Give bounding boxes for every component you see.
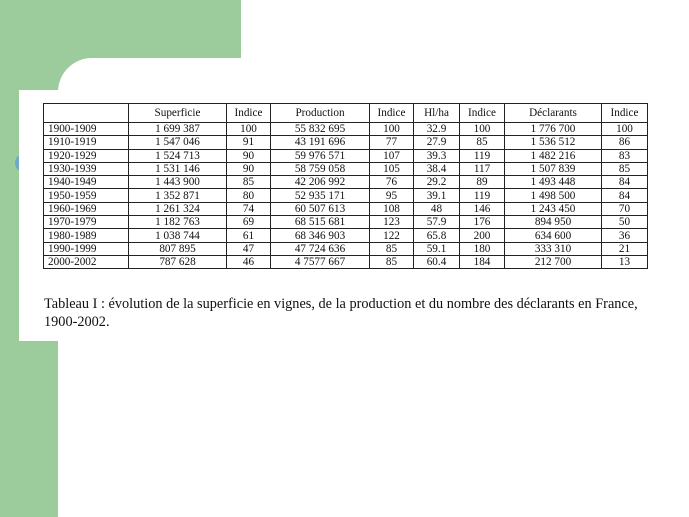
- table-cell: 1900-1909: [44, 123, 129, 136]
- table-caption: Tableau I : évolution de la superficie en vignes, de la production et du nombre des déclarants en France, 1900-2002.: [44, 296, 638, 330]
- table-row: [44, 242, 648, 255]
- table-cell: 1920-1929: [44, 149, 129, 162]
- table-cell: 1910-1919: [44, 136, 129, 149]
- table-row: [44, 149, 648, 162]
- table-cell: 1 493 448: [505, 176, 602, 189]
- table-cell: 1 536 512: [505, 136, 602, 149]
- table-cell: 634 600: [505, 229, 602, 242]
- table-cell: 4 7577 667: [271, 255, 370, 268]
- header-period: [44, 104, 129, 123]
- table-cell: 1940-1949: [44, 176, 129, 189]
- table-cell: 59 976 571: [271, 149, 370, 162]
- table-row: [44, 162, 648, 175]
- table-cell: 787 628: [129, 255, 227, 268]
- table-cell: 807 895: [129, 242, 227, 255]
- table-row: [44, 229, 648, 242]
- table-cell: 100: [460, 123, 505, 136]
- table-cell: 39.3: [414, 149, 460, 162]
- table-cell: 46: [227, 255, 271, 268]
- table-cell: 184: [460, 255, 505, 268]
- table-cell: 68 515 681: [271, 216, 370, 229]
- table-cell: 2000-2002: [44, 255, 129, 268]
- table-cell: 1 547 046: [129, 136, 227, 149]
- table-cell: 76: [370, 176, 414, 189]
- table-cell: 1 776 700: [505, 123, 602, 136]
- table-cell: 39.1: [414, 189, 460, 202]
- table-cell: 27.9: [414, 136, 460, 149]
- header-indice: Indice: [460, 104, 505, 123]
- table-row: [44, 216, 648, 229]
- table-cell: 107: [370, 149, 414, 162]
- table-cell: 85: [227, 176, 271, 189]
- table-row: [44, 255, 648, 268]
- table-cell: 1 498 500: [505, 189, 602, 202]
- table-cell: 69: [227, 216, 271, 229]
- table-cell: 60.4: [414, 255, 460, 268]
- table-cell: 1960-1969: [44, 202, 129, 215]
- table-cell: 21: [602, 242, 648, 255]
- table-cell: 50: [602, 216, 648, 229]
- table-cell: 1 182 763: [129, 216, 227, 229]
- table-cell: 333 310: [505, 242, 602, 255]
- table-cell: 90: [227, 162, 271, 175]
- table-cell: 176: [460, 216, 505, 229]
- table-cell: 52 935 171: [271, 189, 370, 202]
- table-cell: 1990-1999: [44, 242, 129, 255]
- table-cell: 65.8: [414, 229, 460, 242]
- table-cell: 85: [460, 136, 505, 149]
- header-indice: Indice: [602, 104, 648, 123]
- table-cell: 42 206 992: [271, 176, 370, 189]
- table-cell: 100: [602, 123, 648, 136]
- table-cell: 74: [227, 202, 271, 215]
- table-cell: 85: [602, 162, 648, 175]
- table-cell: 84: [602, 189, 648, 202]
- table-cell: 61: [227, 229, 271, 242]
- table-cell: 894 950: [505, 216, 602, 229]
- table-cell: 100: [370, 123, 414, 136]
- table-cell: 47: [227, 242, 271, 255]
- table-cell: 13: [602, 255, 648, 268]
- table-cell: 43 191 696: [271, 136, 370, 149]
- table-cell: 86: [602, 136, 648, 149]
- table-cell: 38.4: [414, 162, 460, 175]
- table-cell: 146: [460, 202, 505, 215]
- table-cell: 119: [460, 189, 505, 202]
- table-cell: 68 346 903: [271, 229, 370, 242]
- table-cell: 100: [227, 123, 271, 136]
- header-superficie: Superficie: [129, 104, 227, 123]
- header-indice: Indice: [370, 104, 414, 123]
- header-indice: Indice: [227, 104, 271, 123]
- table-body: [44, 123, 648, 269]
- table-cell: 1 243 450: [505, 202, 602, 215]
- table-cell: 85: [370, 242, 414, 255]
- table-cell: 1 507 839: [505, 162, 602, 175]
- table-cell: 95: [370, 189, 414, 202]
- table-image: [19, 90, 660, 341]
- table-cell: 119: [460, 149, 505, 162]
- table-cell: 89: [460, 176, 505, 189]
- table-cell: 1 038 744: [129, 229, 227, 242]
- table-cell: 1 261 324: [129, 202, 227, 215]
- table-cell: 1 352 871: [129, 189, 227, 202]
- table-cell: 91: [227, 136, 271, 149]
- table-cell: 85: [370, 255, 414, 268]
- table-row: [44, 136, 648, 149]
- table-row: [44, 202, 648, 215]
- table-row: [44, 189, 648, 202]
- header-declarants: Déclarants: [505, 104, 602, 123]
- table-header-row: [44, 104, 648, 123]
- table-cell: 80: [227, 189, 271, 202]
- table-cell: 70: [602, 202, 648, 215]
- table-cell: 122: [370, 229, 414, 242]
- table-cell: 47 724 636: [271, 242, 370, 255]
- table-cell: 123: [370, 216, 414, 229]
- table-cell: 1 699 387: [129, 123, 227, 136]
- table-cell: 55 832 695: [271, 123, 370, 136]
- table-cell: 1970-1979: [44, 216, 129, 229]
- table-cell: 57.9: [414, 216, 460, 229]
- table-cell: 1 524 713: [129, 149, 227, 162]
- table-cell: 59.1: [414, 242, 460, 255]
- table-cell: 212 700: [505, 255, 602, 268]
- table-cell: 60 507 613: [271, 202, 370, 215]
- table-cell: 1950-1959: [44, 189, 129, 202]
- table-cell: 117: [460, 162, 505, 175]
- table-cell: 1980-1989: [44, 229, 129, 242]
- table-row: [44, 176, 648, 189]
- table-cell: 32.9: [414, 123, 460, 136]
- table-cell: 77: [370, 136, 414, 149]
- table-cell: 1930-1939: [44, 162, 129, 175]
- table-cell: 58 759 058: [271, 162, 370, 175]
- table-cell: 90: [227, 149, 271, 162]
- table-cell: 1 531 146: [129, 162, 227, 175]
- table-cell: 200: [460, 229, 505, 242]
- table-cell: 83: [602, 149, 648, 162]
- table-cell: 105: [370, 162, 414, 175]
- table-cell: 36: [602, 229, 648, 242]
- table-row: [44, 123, 648, 136]
- table-cell: 180: [460, 242, 505, 255]
- header-hl-ha: Hl/ha: [414, 104, 460, 123]
- table-cell: 108: [370, 202, 414, 215]
- table-cell: 29.2: [414, 176, 460, 189]
- table-cell: 1 443 900: [129, 176, 227, 189]
- table-cell: 84: [602, 176, 648, 189]
- statistics-table: [43, 103, 648, 269]
- header-production: Production: [271, 104, 370, 123]
- table-cell: 1 482 216: [505, 149, 602, 162]
- table-cell: 48: [414, 202, 460, 215]
